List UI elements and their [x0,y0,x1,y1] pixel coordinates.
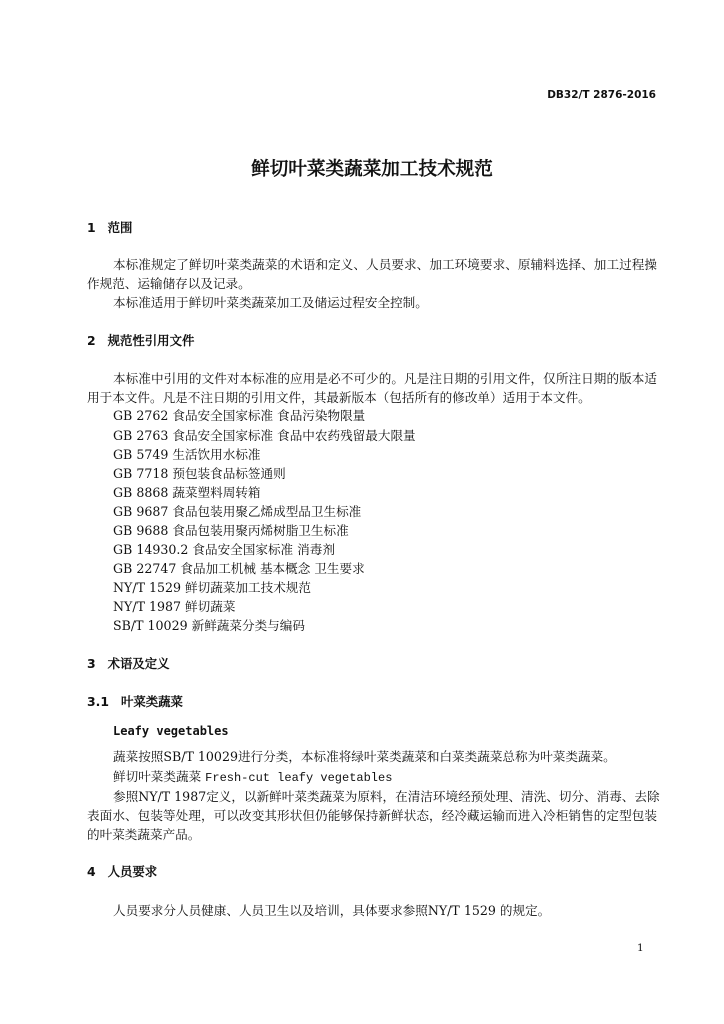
section-4-heading [87,864,157,880]
paragraph-line: 的叶菜类蔬菜产品。 [87,827,201,842]
reference-item: GB 8868 蔬菜塑料周转箱 [113,485,261,500]
reference-item: GB 14930.2 食品安全国家标准 消毒剂 [113,542,335,557]
section-heading-text: 术语及定义 [107,656,170,671]
term-english: Fresh-cut leafy vegetables [205,771,393,785]
subsection-3-1-heading [87,694,183,710]
section-number: 4 [87,864,96,879]
reference-item: GB 2762 食品安全国家标准 食品污染物限量 [113,408,366,423]
reference-item: GB 9687 食品包装用聚乙烯成型品卫生标准 [113,504,362,519]
paragraph-line: 用于本文件。凡是不注日期的引用文件，其最新版本（包括所有的修改单）适用于本文件。 [87,390,591,405]
term-chinese: 鲜切叶菜类蔬菜 [113,769,202,784]
document-title: 鲜切叶菜类蔬菜加工技术规范 [251,159,493,180]
paragraph-line: 人员要求分人员健康、人员卫生以及培训，具体要求参照NY/T 1529 的规定。 [113,903,551,918]
reference-item: NY/T 1529 鲜切蔬菜加工技术规范 [113,580,311,595]
paragraph-line: 本标准中引用的文件对本标准的应用是必不可少的。凡是注日期的引用文件，仅所注日期的版本适 [113,371,657,386]
paragraph-line: 表面水、包装等处理，可以改变其形状但仍能够保持新鲜状态，经冷藏运输而进入冷柜销售的定型包装 [87,808,657,823]
subsection-heading-text: 叶菜类蔬菜 [120,694,183,709]
section-3-heading [87,656,170,672]
reference-item: GB 5749 生活饮用水标准 [113,447,261,462]
paragraph-line: 作规范、运输储存以及记录。 [87,276,251,291]
section-2-heading [87,333,194,349]
section-1-heading [87,220,132,236]
reference-item: GB 9688 食品包装用聚丙烯树脂卫生标准 [113,523,349,538]
section-heading-text: 规范性引用文件 [107,333,195,348]
section-heading-text: 人员要求 [107,864,158,879]
term-line [113,769,392,785]
section-heading-text: 范围 [107,220,133,235]
definition-text: 蔬菜按照SB/T 10029进行分类，本标准将绿叶菜类蔬菜和白菜类蔬菜总称为叶菜类蔬菜。 [113,749,616,764]
paragraph-line: 参照NY/T 1987定义，以新鲜叶菜类蔬菜为原料，在清洁环境经预处理、清洗、切分、消毒、去除 [113,789,660,804]
section-number: 1 [87,220,96,235]
section-number: 3 [87,656,96,671]
page-number: 1 [637,942,644,954]
reference-item: SB/T 10029 新鲜蔬菜分类与编码 [113,618,305,633]
reference-item: GB 7718 预包装食品标签通则 [113,466,286,481]
subsection-number: 3.1 [87,694,109,709]
paragraph-line: 本标准适用于鲜切叶菜类蔬菜加工及储运过程安全控制。 [113,295,428,310]
reference-item: GB 22747 食品加工机械 基本概念 卫生要求 [113,561,365,576]
section-number: 2 [87,333,96,348]
standard-code: DB32/T 2876-2016 [547,89,656,101]
reference-item: NY/T 1987 鲜切蔬菜 [113,599,236,614]
paragraph-line: 本标准规定了鲜切叶菜类蔬菜的术语和定义、人员要求、加工环境要求、原辅料选择、加工过程操 [113,257,657,272]
reference-item: GB 2763 食品安全国家标准 食品中农药残留最大限量 [113,428,416,443]
term-english: Leafy vegetables [113,724,229,738]
